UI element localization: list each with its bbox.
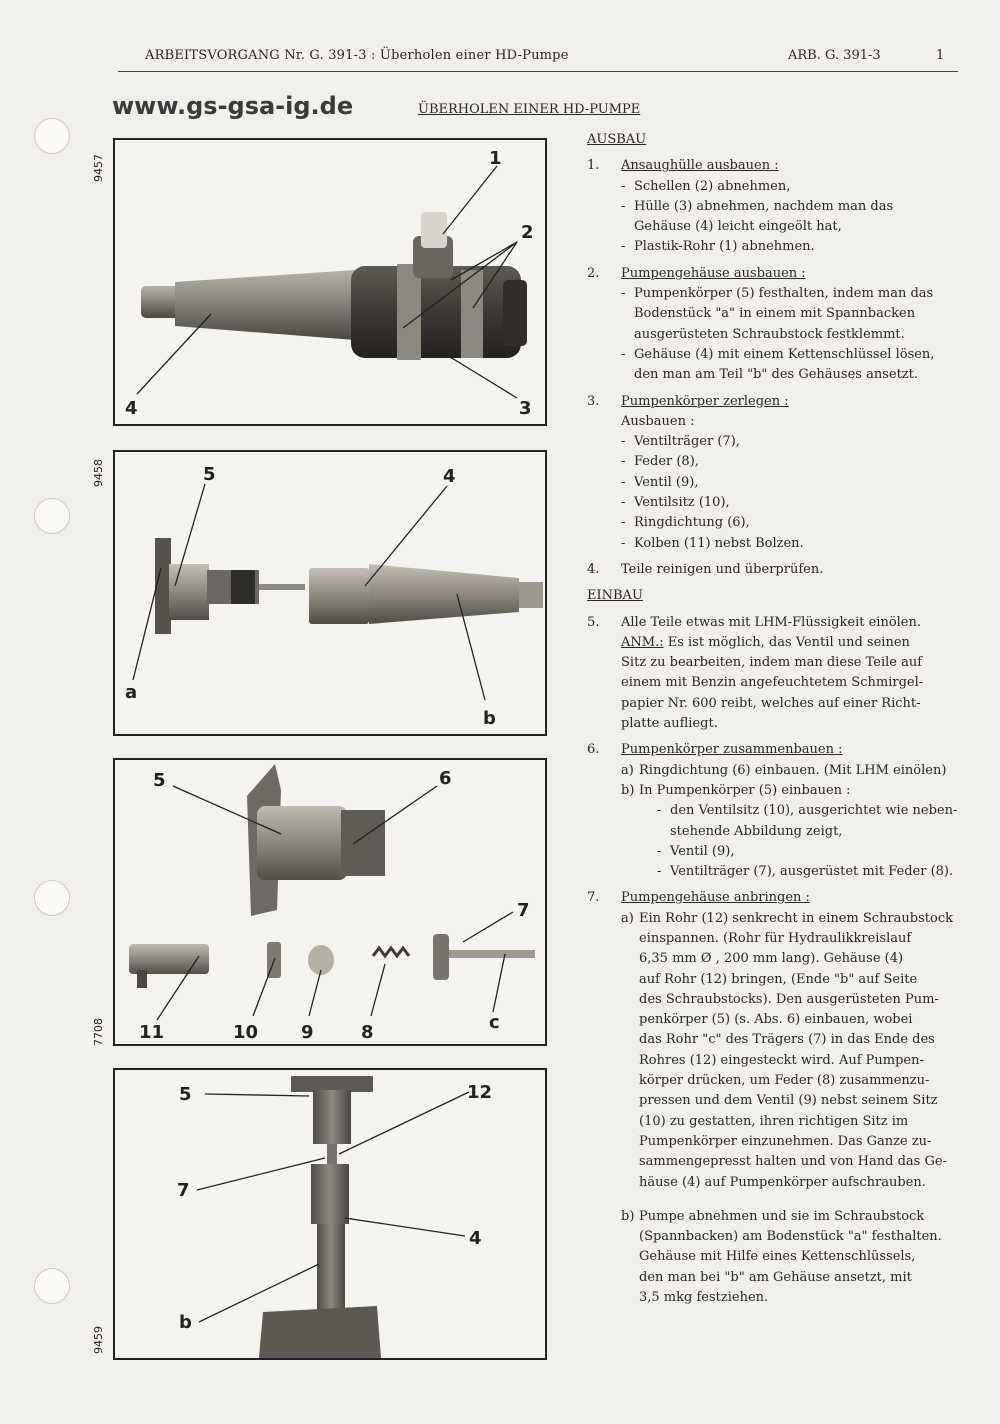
step-title: Pumpengehäuse ausbauen :	[621, 265, 806, 281]
leader-line	[133, 568, 161, 680]
step-7	[587, 888, 982, 1308]
leader-line	[443, 166, 497, 234]
step-text: auf Rohr (12) bringen, (Ende "b" auf Seite	[639, 971, 918, 987]
leader-line	[371, 964, 385, 1016]
step-text: Sitz zu bearbeiten, indem man diese Teile auf	[621, 655, 923, 671]
leader-line	[429, 344, 517, 398]
step-item: - Plastik-Rohr (1) abnehmen.	[621, 237, 982, 257]
step-number: 4.	[587, 561, 600, 577]
section-heading-ausbau: AUSBAU	[587, 132, 647, 147]
leader-line	[253, 958, 275, 1016]
step-item: - Hülle (3) abnehmen, nachdem man das	[621, 197, 982, 217]
callout-label: c	[489, 1012, 500, 1033]
leader-line	[457, 594, 485, 700]
website-watermark: www.gs-gsa-ig.de	[112, 92, 354, 120]
step-text: des Schraubstocks). Den ausgerüsteten Pum-	[639, 991, 939, 1007]
step-text: Ringdichtung (6) einbauen. (Mit LHM einölen)	[639, 762, 947, 778]
step-text: den man bei "b" am Gehäuse ansetzt, mit	[639, 1269, 912, 1285]
photo-number: 7708	[92, 1018, 105, 1046]
step-6	[587, 740, 982, 882]
photo-4-labels	[113, 1068, 543, 1356]
leader-line	[365, 486, 447, 586]
callout-label: 5	[179, 1084, 192, 1105]
callout-label: 1	[489, 148, 502, 169]
leader-line	[199, 1264, 319, 1322]
callout-label: 4	[469, 1228, 482, 1249]
step-text: (Spannbacken) am Bodenstück "a" festhalten.	[639, 1229, 942, 1245]
step-item: - Pumpenkörper (5) festhalten, indem man das	[621, 284, 982, 304]
step-text: häuse (4) auf Pumpenkörper aufschrauben.	[639, 1174, 926, 1190]
callout-label: b	[483, 708, 496, 729]
substep-a	[621, 909, 982, 1193]
callout-label: 5	[203, 464, 216, 485]
callout-label: 7	[177, 1180, 190, 1201]
step-text: Gehäuse mit Hilfe eines Kettenschlüssels,	[639, 1249, 916, 1265]
leader-line	[353, 786, 437, 844]
step-text: penkörper (5) (s. Abs. 6) einbauen, wobei	[639, 1012, 913, 1028]
leader-line	[403, 242, 517, 328]
step-number: 7.	[587, 890, 600, 906]
step-item: - Ventil (9),	[621, 473, 982, 493]
substep-b	[621, 781, 982, 882]
photo-2-labels	[113, 450, 543, 732]
substep-a	[621, 761, 982, 781]
document-title: ÜBERHOLEN EINER HD-PUMPE	[418, 102, 641, 117]
callout-label: 10	[233, 1022, 259, 1043]
leader-line	[451, 242, 517, 280]
callout-label: 7	[517, 900, 530, 921]
binder-hole	[34, 118, 70, 154]
photo-number: 9458	[92, 459, 105, 487]
step-number: 3.	[587, 393, 600, 409]
substep-key: a)	[621, 762, 634, 778]
binder-hole	[34, 1268, 70, 1304]
step-1	[587, 156, 982, 257]
step-text: sammengepresst halten und von Hand das Ge-	[639, 1154, 947, 1170]
header-rule	[118, 71, 958, 72]
step-text: das Rohr "c" des Trägers (7) in das Ende des	[639, 1032, 935, 1048]
step-item: ausgerüsteten Schraubstock festklemmt.	[634, 326, 905, 342]
step-text: körper drücken, um Feder (8) zusammenzu-	[639, 1073, 930, 1089]
step-3	[587, 392, 982, 554]
step-item: - Feder (8),	[621, 452, 982, 472]
callout-label: a	[125, 682, 138, 703]
binder-hole	[34, 880, 70, 916]
step-item: - Ventilsitz (10),	[621, 493, 982, 513]
callout-label: 4	[125, 398, 138, 419]
step-item: stehende Abbildung zeigt,	[670, 823, 843, 839]
step-item: Bodenstück "a" in einem mit Spannbacken	[634, 306, 916, 322]
substep-b	[621, 1207, 982, 1308]
substep-key: b)	[621, 782, 635, 798]
leader-line	[175, 484, 205, 586]
leader-line	[137, 314, 211, 394]
substep-key: a)	[621, 910, 634, 926]
step-item: - Gehäuse (4) mit einem Kettenschlüssel lösen,	[621, 345, 982, 365]
leader-line	[339, 1092, 469, 1154]
step-number: 1.	[587, 158, 600, 174]
step-4	[587, 560, 982, 580]
callout-label: 8	[361, 1022, 374, 1043]
step-number: 2.	[587, 265, 600, 281]
callout-label: b	[179, 1312, 192, 1333]
section-heading-einbau: EINBAU	[587, 588, 643, 604]
leader-line	[197, 1158, 325, 1190]
step-item: - Ventilträger (7), ausgerüstet mit Feder (8).	[657, 862, 982, 882]
callout-label: 3	[519, 398, 532, 419]
step-item: - Schellen (2) abnehmen,	[621, 177, 982, 197]
step-intro: Ausbauen :	[621, 413, 695, 429]
header-left: ARBEITSVORGANG Nr. G. 391-3 : Überholen einer HD-Pumpe	[145, 48, 569, 63]
step-text: einspannen. (Rohr für Hydraulikkreislauf	[639, 930, 912, 946]
leader-line	[493, 954, 505, 1012]
note-label: ANM.:	[621, 634, 664, 650]
step-item: - Ringdichtung (6),	[621, 513, 982, 533]
step-title: Pumpenkörper zerlegen :	[621, 393, 789, 409]
step-item: - den Ventilsitz (10), ausgerichtet wie neben-	[657, 801, 982, 821]
callout-label: 2	[521, 222, 534, 243]
step-text: (10) zu gestatten, ihren richtigen Sitz im	[639, 1113, 909, 1129]
instructions-column	[587, 128, 982, 1314]
substep-key: b)	[621, 1208, 635, 1224]
header-right: ARB. G. 391-3	[788, 48, 881, 63]
step-text: 6,35 mm Ø , 200 mm lang). Gehäuse (4)	[639, 951, 904, 967]
step-item: den man am Teil "b" des Gehäuses ansetzt.	[634, 367, 919, 383]
leader-line	[473, 242, 517, 308]
leader-line	[205, 1094, 309, 1096]
step-title: Pumpengehäuse anbringen :	[621, 890, 810, 906]
step-text: Rohres (12) eingesteckt wird. Auf Pumpen-	[639, 1052, 924, 1068]
step-number: 6.	[587, 742, 600, 758]
step-item: Gehäuse (4) leicht eingeölt hat,	[634, 219, 842, 235]
photo-number: 9459	[92, 1326, 105, 1354]
callout-label: 12	[467, 1082, 493, 1103]
step-text: 3,5 mkg festziehen.	[639, 1290, 769, 1306]
callout-label: 6	[439, 768, 452, 789]
leader-line	[173, 786, 281, 834]
leader-line	[157, 956, 199, 1020]
step-item: - Kolben (11) nebst Bolzen.	[621, 534, 982, 554]
step-text: Pumpe abnehmen und sie im Schraubstock	[639, 1208, 925, 1224]
step-text: pressen und dem Ventil (9) nebst seinem Sitz	[639, 1093, 938, 1109]
callout-label: 11	[139, 1022, 165, 1043]
leader-line	[345, 1218, 465, 1236]
photo-3-labels	[113, 758, 543, 1042]
photo-number: 9457	[92, 154, 105, 182]
step-text: Es ist möglich, das Ventil und seinen	[667, 634, 910, 650]
step-text: Alle Teile etwas mit LHM-Flüssigkeit einölen.	[621, 614, 922, 630]
callout-label: 4	[443, 466, 456, 487]
step-text: platte aufliegt.	[621, 716, 718, 732]
page-number: 1	[936, 48, 945, 63]
leader-line	[463, 912, 513, 942]
step-2	[587, 264, 982, 386]
step-title: Pumpenkörper zusammenbauen :	[621, 742, 843, 758]
step-text: Teile reinigen und überprüfen.	[621, 561, 824, 577]
step-title: Ansaughülle ausbauen :	[621, 158, 779, 174]
step-number: 5.	[587, 614, 600, 630]
step-item: - Ventilträger (7),	[621, 432, 982, 452]
step-item: - Ventil (9),	[657, 842, 982, 862]
step-5	[587, 613, 982, 735]
step-text: papier Nr. 600 reibt, welches auf einer Richt-	[621, 695, 921, 711]
binder-hole	[34, 498, 70, 534]
step-text: einem mit Benzin angefeuchtetem Schmirgel-	[621, 675, 924, 691]
leader-line	[309, 970, 321, 1016]
step-text: Pumpenkörper einzunehmen. Das Ganze zu-	[639, 1133, 932, 1149]
step-text: Ein Rohr (12) senkrecht in einem Schraubstock	[639, 910, 953, 926]
callout-label: 9	[301, 1022, 314, 1043]
step-text: In Pumpenkörper (5) einbauen :	[639, 782, 851, 798]
callout-label: 5	[153, 770, 166, 791]
photo-1-labels	[113, 138, 543, 422]
